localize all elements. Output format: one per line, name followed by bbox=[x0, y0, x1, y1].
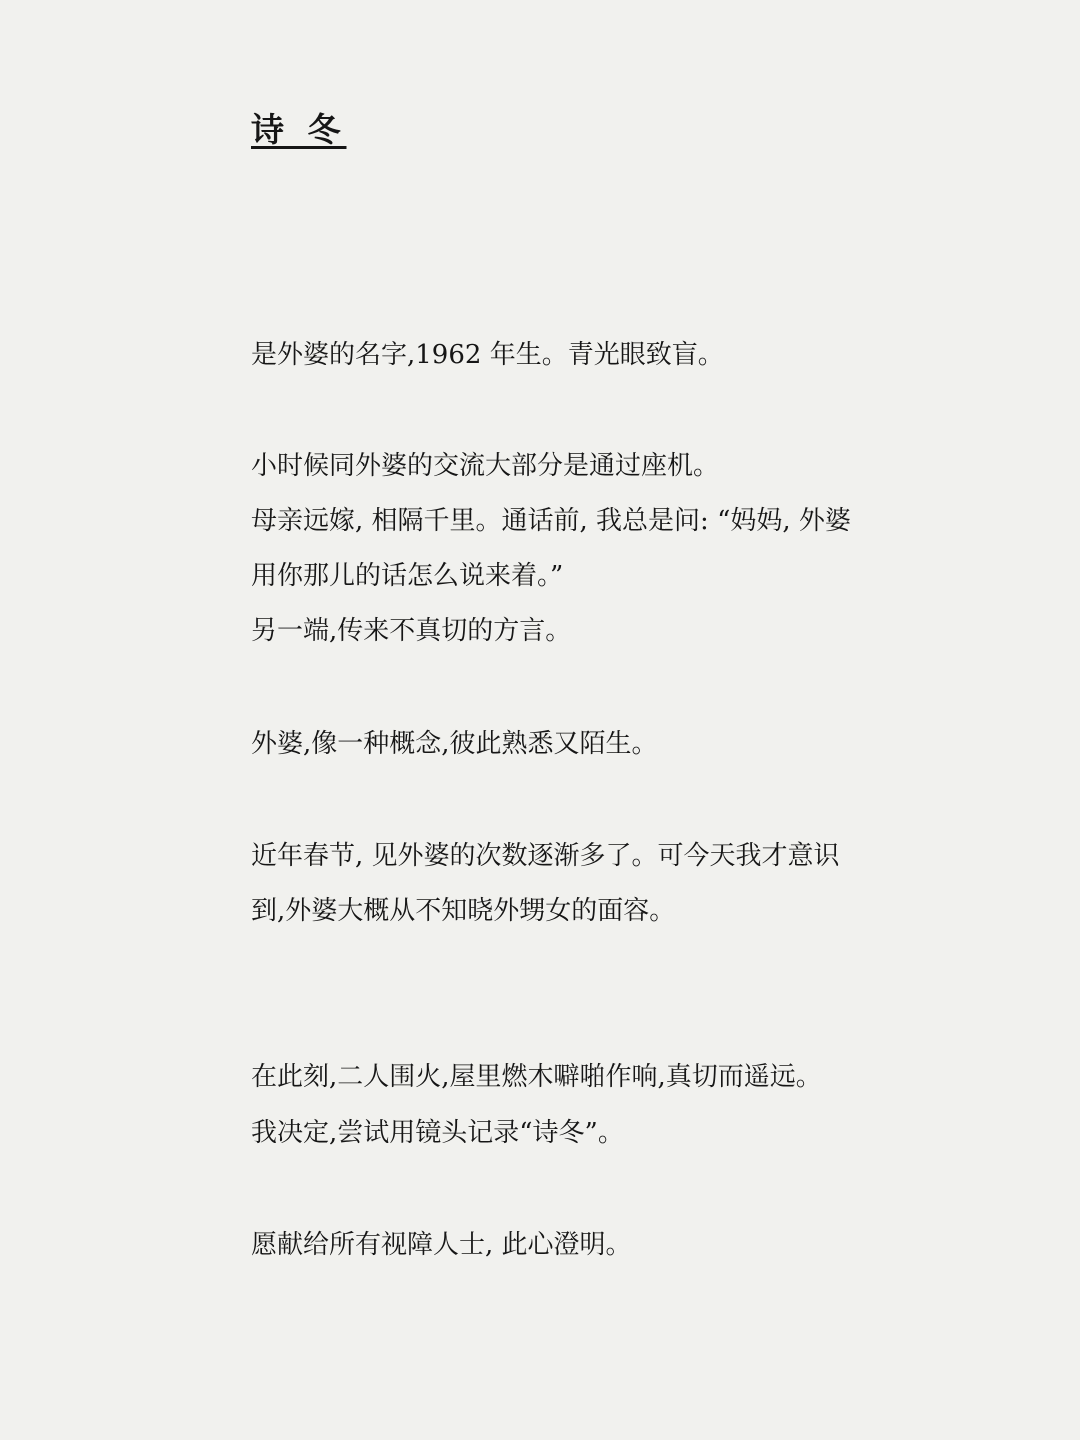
paragraph-line: 用你那儿的话怎么说来着。” bbox=[251, 561, 564, 591]
page-title bbox=[251, 106, 347, 154]
paragraph-line: 我决定,尝试用镜头记录“诗冬”。 bbox=[251, 1118, 624, 1148]
paragraph-line: 近年春节, 见外婆的次数逐渐多了。可今天我才意识 bbox=[251, 841, 840, 871]
title-text: 诗 冬 bbox=[251, 110, 347, 149]
paragraph-line: 外婆,像一种概念,彼此熟悉又陌生。 bbox=[251, 729, 658, 759]
paragraph-line: 母亲远嫁, 相隔千里。通话前, 我总是问: “妈妈, 外婆 bbox=[251, 506, 851, 536]
paragraph-line: 愿献给所有视障人士, 此心澄明。 bbox=[251, 1230, 632, 1260]
paragraph-line: 是外婆的名字,1962 年生。青光眼致盲。 bbox=[251, 340, 724, 370]
paragraph-line: 另一端,传来不真切的方言。 bbox=[251, 616, 572, 646]
paragraph-line: 到,外婆大概从不知晓外甥女的面容。 bbox=[251, 896, 676, 926]
paragraph-line: 小时候同外婆的交流大部分是通过座机。 bbox=[251, 451, 720, 481]
paragraph-line: 在此刻,二人围火,屋里燃木噼啪作响,真切而遥远。 bbox=[251, 1062, 822, 1092]
